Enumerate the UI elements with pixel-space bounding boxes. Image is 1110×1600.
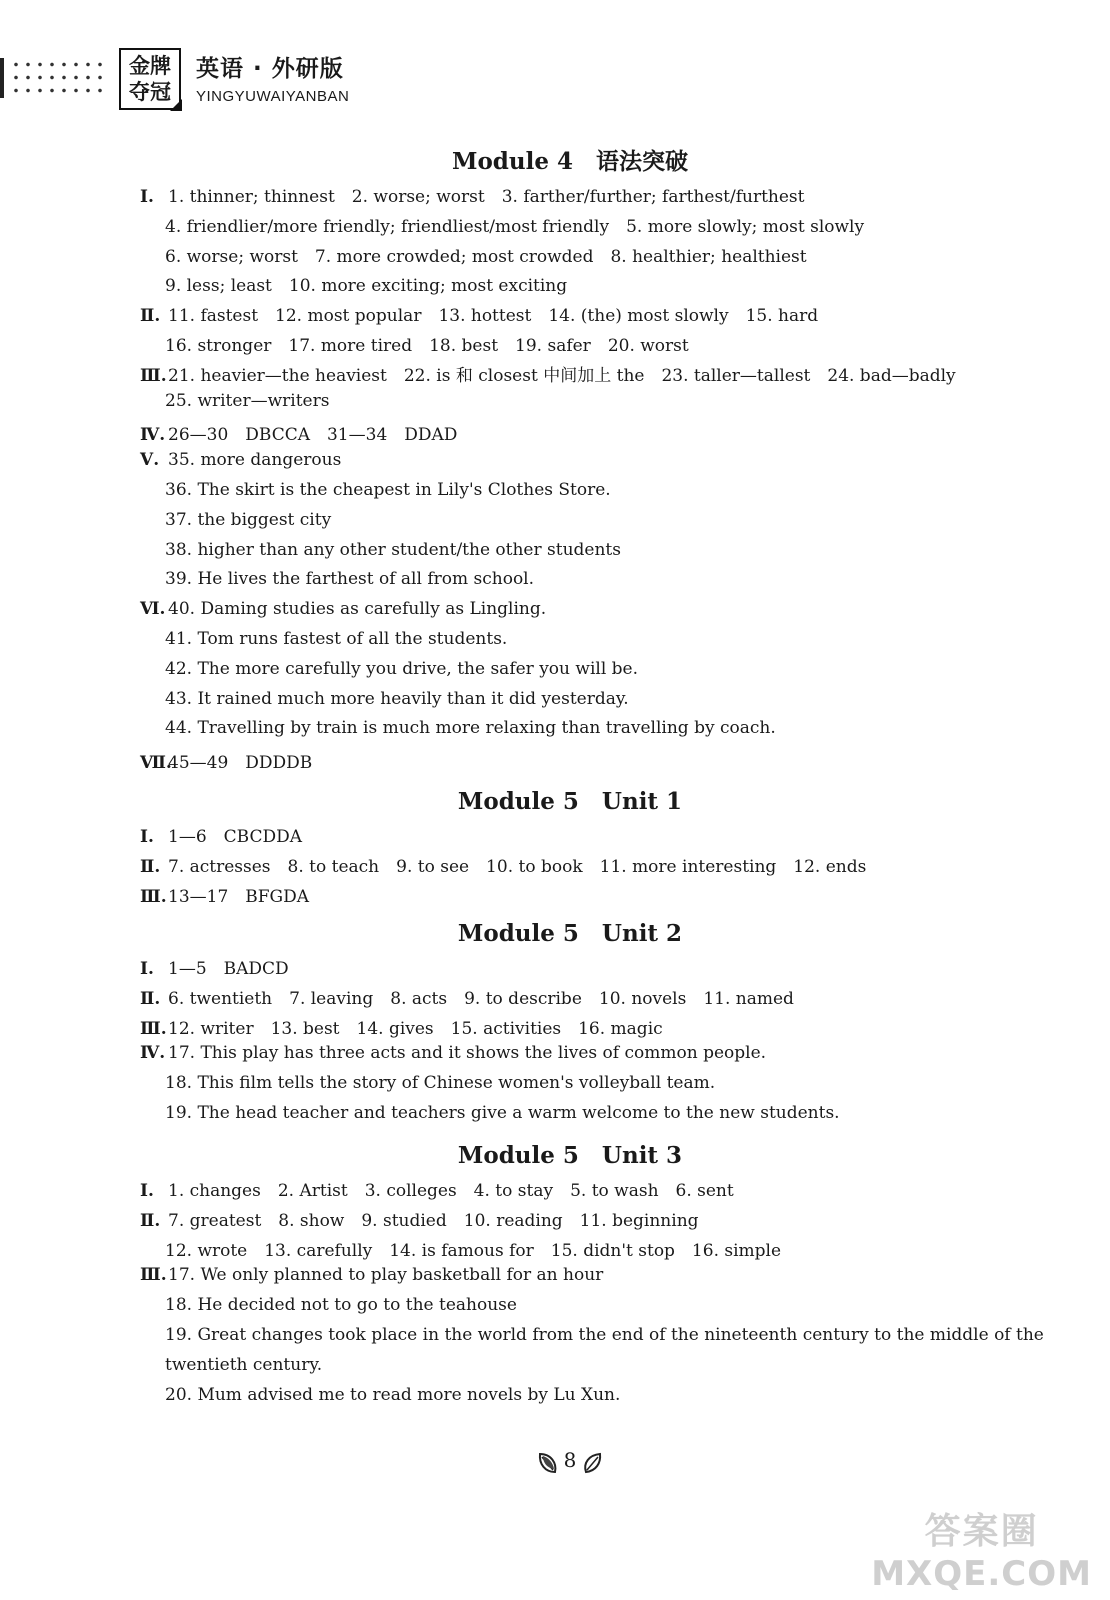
answer-line xyxy=(165,242,807,267)
question-group-label: Ⅱ. xyxy=(140,989,161,1009)
answer-line xyxy=(165,569,534,589)
answer-text: 12. writer 13. best 14. gives 15. activities 16. magic xyxy=(168,1019,663,1039)
answer-line xyxy=(140,1176,734,1201)
logo-line-1: 金牌 xyxy=(129,54,171,78)
question-group-label: Ⅰ. xyxy=(140,959,154,979)
answer-text: 40. Daming studies as carefully as Lingling. xyxy=(168,599,547,619)
answer-text: 1—6 CBCDDA xyxy=(168,827,302,847)
question-group-label: Ⅲ. xyxy=(140,1265,167,1285)
page-footer xyxy=(520,1448,620,1475)
answer-text: 11. fastest 12. most popular 13. hottest 14. (the) most slowly 15. hard xyxy=(168,306,819,326)
answer-line xyxy=(165,1355,322,1375)
answer-line xyxy=(165,1103,840,1123)
answer-line xyxy=(140,1265,603,1285)
header-bar-decoration xyxy=(0,58,4,98)
question-group-label: Ⅰ. xyxy=(140,187,154,207)
answer-text: 6. worse; worst 7. more crowded; most crowded 8. healthier; healthiest xyxy=(165,247,807,267)
answer-text: 1. changes 2. Artist 3. colleges 4. to stay 5. to wash 6. sent xyxy=(168,1181,734,1201)
book-title: 英语 · 外研版 xyxy=(196,56,344,82)
leaf-left-icon xyxy=(537,1451,559,1475)
question-group-label: Ⅱ. xyxy=(140,1211,161,1231)
logo-corner-decoration xyxy=(170,99,182,111)
answer-text: 36. The skirt is the cheapest in Lily's Clothes Store. xyxy=(165,480,611,500)
answer-line xyxy=(140,1206,699,1231)
answer-text: 20. Mum advised me to read more novels by Lu Xun. xyxy=(165,1385,621,1405)
answer-line xyxy=(140,450,341,470)
section-heading: Module 5 Unit 2 xyxy=(457,920,683,947)
answer-line xyxy=(140,420,457,445)
answer-text: 35. more dangerous xyxy=(168,450,342,470)
answer-line xyxy=(140,822,302,847)
answer-line xyxy=(140,182,805,207)
answer-text: 44. Travelling by train is much more relaxing than travelling by coach. xyxy=(165,718,776,738)
answer-line xyxy=(165,391,329,411)
answer-text: 1—5 BADCD xyxy=(168,959,289,979)
header-dots-decoration xyxy=(10,58,105,98)
brand-logo xyxy=(119,48,181,110)
answer-text: 7. actresses 8. to teach 9. to see 10. to book 11. more interesting 12. ends xyxy=(168,857,867,877)
answer-line xyxy=(140,599,546,619)
answer-text: 12. wrote 13. carefully 14. is famous for 15. didn't stop 16. simple xyxy=(165,1241,782,1261)
answer-line xyxy=(140,984,794,1009)
question-group-label: Ⅲ. xyxy=(140,887,167,907)
answer-text: 26—30 DBCCA 31—34 DDAD xyxy=(168,425,458,445)
answer-text: 21. heavier—the heaviest 22. is 和 closest 中间加上 the 23. taller—tallest 24. bad—badly xyxy=(168,366,956,386)
answer-text: 9. less; least 10. more exciting; most exciting xyxy=(165,276,568,296)
answer-line xyxy=(165,510,331,530)
answer-text: 19. The head teacher and teachers give a warm welcome to the new students. xyxy=(165,1103,840,1123)
answer-line xyxy=(165,480,611,500)
answer-line xyxy=(165,331,689,356)
answer-text: 7. greatest 8. show 9. studied 10. reading 11. beginning xyxy=(168,1211,699,1231)
question-group-label: Ⅰ. xyxy=(140,1181,154,1201)
answer-text: 25. writer—writers xyxy=(165,391,330,411)
answer-line xyxy=(140,1043,766,1063)
answer-line xyxy=(165,1073,715,1093)
answer-text: 39. He lives the farthest of all from school. xyxy=(165,569,535,589)
answer-text: 17. We only planned to play basketball for an hour xyxy=(168,1265,604,1285)
answer-line xyxy=(140,1014,663,1039)
section-heading: Module 5 Unit 1 xyxy=(457,788,683,815)
answer-text: 6. twentieth 7. leaving 8. acts 9. to describe 10. novels 11. named xyxy=(168,989,794,1009)
answer-line xyxy=(140,954,289,979)
watermark-line-1: 答案圈 xyxy=(924,1511,1039,1552)
answer-line xyxy=(140,361,956,386)
answer-line xyxy=(165,629,507,649)
section-heading: Module 4 语法突破 xyxy=(452,148,688,175)
answer-line xyxy=(165,1236,781,1261)
question-group-label: Ⅳ. xyxy=(140,1043,166,1063)
question-group-label: Ⅲ. xyxy=(140,366,167,386)
answer-line xyxy=(140,748,312,773)
answer-line xyxy=(165,540,621,560)
page-header xyxy=(0,40,400,115)
book-subtitle: YINGYUWAIYANBAN xyxy=(196,88,350,105)
answer-text: 37. the biggest city xyxy=(165,510,332,530)
answer-line xyxy=(140,882,309,907)
question-group-label: Ⅲ. xyxy=(140,1019,167,1039)
answer-text: 4. friendlier/more friendly; friendliest/most friendly 5. more slowly; most slowly xyxy=(165,217,865,237)
answer-line xyxy=(165,1325,1044,1345)
question-group-label: Ⅱ. xyxy=(140,306,161,326)
answer-line xyxy=(140,301,818,326)
logo-line-2: 夺冠 xyxy=(129,80,171,104)
answer-line xyxy=(165,1295,517,1315)
answer-text: 17. This play has three acts and it shows the lives of common people. xyxy=(168,1043,767,1063)
answer-text: 38. higher than any other student/the other students xyxy=(165,540,621,560)
answer-line xyxy=(165,718,776,738)
question-group-label: Ⅰ. xyxy=(140,827,154,847)
answer-text: 13—17 BFGDA xyxy=(168,887,310,907)
watermark-line-2: MXQE.COM xyxy=(871,1554,1092,1594)
answer-line xyxy=(165,689,629,709)
answer-text: 18. This film tells the story of Chinese women's volleyball team. xyxy=(165,1073,716,1093)
page-number: 8 xyxy=(563,1448,577,1472)
answer-line xyxy=(165,659,638,679)
question-group-label: Ⅵ. xyxy=(140,599,166,619)
answer-line xyxy=(165,1385,620,1405)
answer-text: 19. Great changes took place in the world from the end of the nineteenth century to the middle of the xyxy=(165,1325,1044,1345)
answer-text: 41. Tom runs fastest of all the students. xyxy=(165,629,508,649)
question-group-label: Ⅴ. xyxy=(140,450,160,470)
answer-text: twentieth century. xyxy=(165,1355,323,1375)
answer-line xyxy=(165,271,567,296)
answer-text: 18. He decided not to go to the teahouse xyxy=(165,1295,517,1315)
answer-text: 1. thinner; thinnest 2. worse; worst 3. farther/further; farthest/furthest xyxy=(168,187,805,207)
question-group-label: Ⅶ. xyxy=(140,753,172,773)
section-heading: Module 5 Unit 3 xyxy=(457,1142,683,1169)
answer-text: 43. It rained much more heavily than it did yesterday. xyxy=(165,689,629,709)
site-watermark xyxy=(871,1503,1092,1594)
question-group-label: Ⅱ. xyxy=(140,857,161,877)
answer-line xyxy=(165,212,864,237)
answer-line xyxy=(140,852,866,877)
question-group-label: Ⅳ. xyxy=(140,425,166,445)
leaf-right-icon xyxy=(581,1451,603,1475)
answer-text: 16. stronger 17. more tired 18. best 19. safer 20. worst xyxy=(165,336,689,356)
answer-text: 42. The more carefully you drive, the safer you will be. xyxy=(165,659,639,679)
answer-text: 45—49 DDDDB xyxy=(168,753,313,773)
